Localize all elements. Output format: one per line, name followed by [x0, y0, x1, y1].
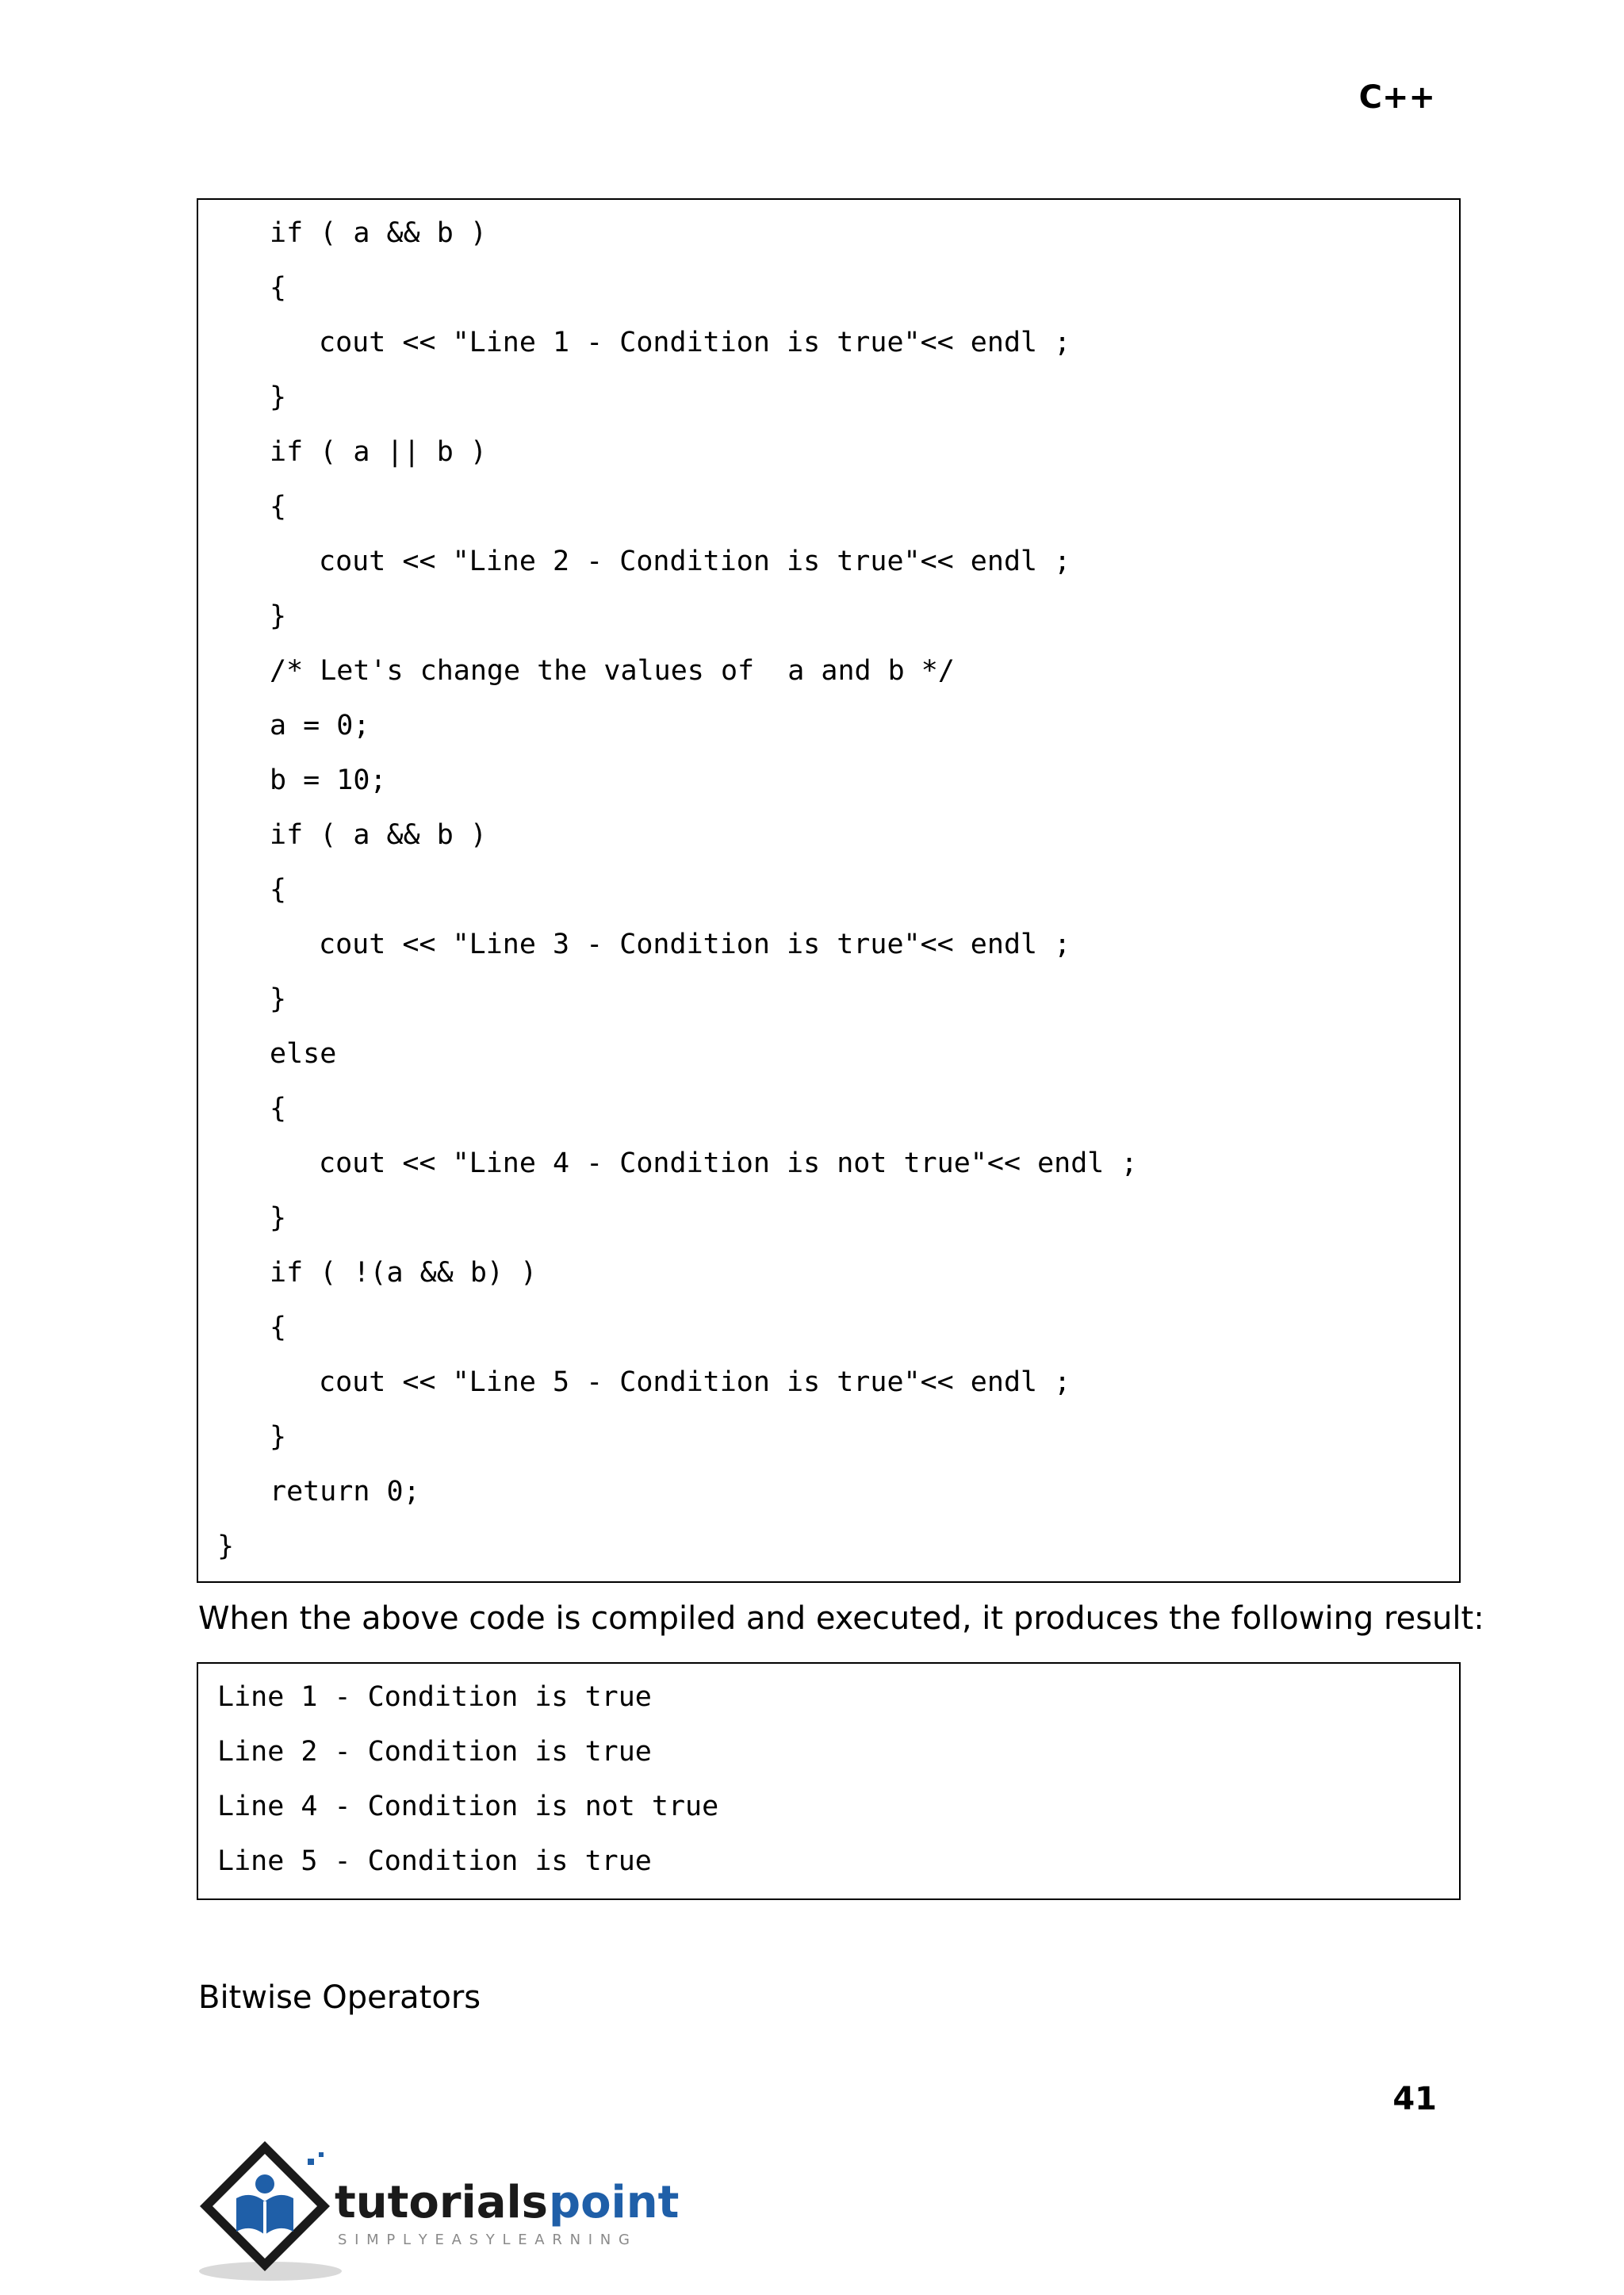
- code-line: }: [270, 983, 287, 1015]
- code-line: cout << "Line 1 - Condition is true"<< endl ;: [319, 327, 1071, 358]
- logo-tagline: S I M P L Y E A S Y L E A R N I N G: [338, 2232, 631, 2248]
- logo-graphic: [195, 2135, 687, 2285]
- code-line: }: [270, 1421, 287, 1453]
- output-line: Line 2 - Condition is true: [217, 1736, 652, 1768]
- code-line: if ( a && b ): [270, 217, 487, 249]
- code-comment-line: /* Let's change the values of a and b */: [270, 655, 955, 687]
- code-line: {: [270, 874, 287, 906]
- code-line: cout << "Line 4 - Condition is not true"<< endl ;: [319, 1148, 1138, 1179]
- code-line: }: [270, 600, 287, 632]
- code-line: {: [270, 491, 287, 523]
- logo-sparkle-icon: [319, 2152, 324, 2157]
- code-line: b = 10;: [270, 764, 387, 796]
- code-line: }: [270, 1202, 287, 1234]
- code-line: if ( !(a && b) ): [270, 1257, 538, 1289]
- description-paragraph: When the above code is compiled and executed, it produces the following result:: [198, 1600, 1484, 1637]
- code-line: return 0;: [270, 1476, 420, 1508]
- code-line: }: [217, 1531, 235, 1562]
- logo-sparkle-icon: [308, 2159, 314, 2165]
- code-line: }: [270, 381, 287, 413]
- output-block: [197, 1662, 1461, 1900]
- code-line: a = 0;: [270, 710, 370, 741]
- code-line: cout << "Line 2 - Condition is true"<< endl ;: [319, 546, 1071, 577]
- output-line: Line 5 - Condition is true: [217, 1845, 652, 1877]
- code-line: else: [270, 1038, 337, 1070]
- code-line: cout << "Line 5 - Condition is true"<< endl ;: [319, 1366, 1071, 1398]
- output-line: Line 1 - Condition is true: [217, 1681, 652, 1713]
- code-line: {: [270, 1312, 287, 1343]
- output-line: Line 4 - Condition is not true: [217, 1791, 719, 1822]
- logo-wordmark-accent: point: [549, 2177, 680, 2228]
- code-line: if ( a || b ): [270, 436, 487, 468]
- code-line: cout << "Line 3 - Condition is true"<< endl ;: [319, 929, 1071, 960]
- section-heading: Bitwise Operators: [198, 1979, 481, 2016]
- code-line: {: [270, 272, 287, 304]
- code-block: [197, 198, 1461, 1583]
- page-number: 41: [1392, 2081, 1437, 2117]
- tutorialspoint-logo: [195, 2135, 687, 2285]
- logo-wordmark-main: tutorials: [335, 2177, 549, 2228]
- document-header-title: C++: [1358, 79, 1435, 116]
- code-line: {: [270, 1093, 287, 1125]
- logo-person-head-icon: [255, 2174, 274, 2193]
- code-line: if ( a && b ): [270, 819, 487, 851]
